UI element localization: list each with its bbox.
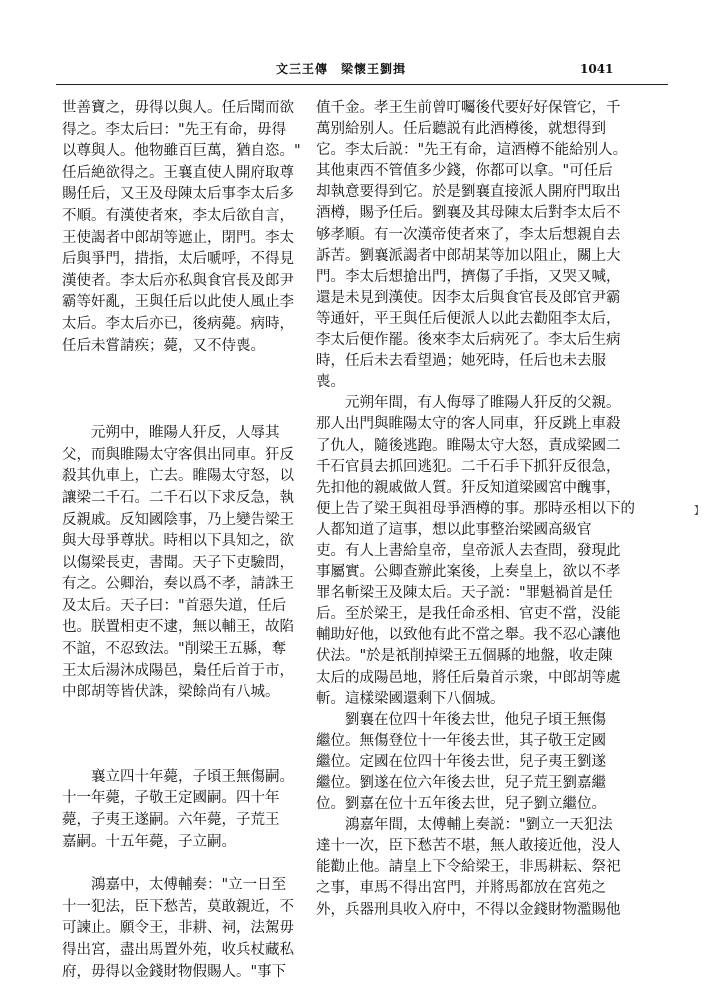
text-line: 太后。李太后亦已，後病薨。病時， [62, 315, 294, 332]
text-line: 先扣他的親戚做人質。犴反知道梁國宮中醜事， [316, 479, 621, 496]
text-line: 后。至於梁王，是我任命丞相、官吏不當，没能 [316, 606, 621, 623]
text-line: 那人出門與睢陽太守的客人同車，犴反跳上車殺 [316, 416, 621, 433]
left-block-2 [62, 423, 330, 704]
text-line: 得之。李太后曰："先王有命，毋得 [62, 121, 287, 138]
text-line: 之事，車馬不得出宮門，并將馬都放在宮苑之 [316, 880, 606, 897]
text-line: 元朔中，睢陽人犴反，人辱其 [62, 425, 280, 442]
text-line: 嘉嗣。十五年薨，子立嗣。 [62, 833, 236, 850]
text-line: 以傷梁長吏，書聞。天子下吏驗問， [62, 554, 294, 571]
text-line: 也。朕置相吏不逮，無以輔王，故陷 [62, 619, 294, 636]
text-line: 便上告了梁王與祖母爭酒樽的事。那時丞相以下的 [316, 500, 635, 517]
text-line: 輔助好他，以致他有此不當之舉。我不忍心讓他 [316, 627, 621, 644]
left-block-4 [62, 875, 330, 983]
text-line: 十一年薨，子敬王定國嗣。四十年 [62, 790, 280, 807]
text-line: 漢使者。李太后亦私與食官長及郎尹 [62, 272, 294, 289]
left-column-classical-text [62, 98, 330, 983]
text-line: 后與爭門，措指，太后嗁呼，不得見 [62, 251, 294, 268]
text-line: 還是未見到漢使。因李太后與食官長及郎官尹霸 [316, 289, 621, 306]
header-rule [56, 84, 668, 85]
text-line: 王使謁者中郎胡等遮止，閉門。李太 [62, 229, 294, 246]
text-line: 李太后便作罷。後來李太后病死了。李太后生病 [316, 332, 621, 349]
text-line: 霸等奸亂，王與任后以此使人風止李 [62, 294, 294, 311]
text-line: 父，而與睢陽太守客俱出同車。犴反 [62, 446, 294, 463]
margin-mark: 】 [694, 506, 704, 517]
text-line: 劉襄在位四十年後去世，他兒子頃王無傷 [316, 711, 606, 728]
text-line: 反親戚。反知國陰事，乃上變告梁王 [62, 511, 294, 528]
page-number: 1041 [580, 62, 614, 76]
text-line: 了仇人，隨後逃跑。睢陽太守大怒，責成梁國二 [316, 437, 621, 454]
text-line: 它。李太后説："先王有命，這酒樽不能給别人。 [316, 142, 628, 159]
text-line: 喪。 [316, 374, 345, 391]
text-line: 薨，子夷王遂嗣。六年薨，子荒王 [62, 812, 280, 829]
text-line: 及太后。天子曰："首惡失道，任后 [62, 597, 287, 614]
text-line: 事屬實。公卿查辦此案後，上奏皇上，欲以不孝 [316, 564, 621, 581]
text-line: 伏法。"於是祇削掉梁王五個縣的地盤，收走陳 [316, 648, 613, 665]
text-line: 中郎胡等皆伏誅，梁餘尚有八城。 [62, 684, 280, 701]
text-line: 得出宮，盡出馬置外苑，收兵杖藏私 [62, 942, 294, 958]
text-line: 任后未嘗請疾；薨，又不侍喪。 [62, 337, 265, 354]
text-line: 太后的成陽邑地，將任后梟首示衆，中郎胡等處 [316, 669, 621, 686]
text-line: 等通奸，平王與任后便派人以此去勸阻李太后， [316, 310, 621, 327]
text-line: 斬。這樣梁國還剩下八個城。 [316, 690, 505, 707]
right-column-translation [316, 98, 670, 921]
text-line: 訴苦。劉襄派謁者中郎胡某等加以阻止，關上大 [316, 247, 621, 264]
text-line: 有之。公卿治，奏以爲不孝，請誅王 [62, 576, 294, 593]
text-line: 元朔年間，有人侮辱了睢陽人犴反的父親。 [316, 395, 621, 412]
text-line: 繼位。劉遂在位六年後去世，兒子荒王劉嘉繼 [316, 775, 606, 791]
running-header-title: 文三王傳 梁懷王劉揖 [276, 62, 407, 76]
text-line: 千石官員去抓回逃犯。二千石手下抓犴反很急， [316, 458, 621, 475]
text-line: 殺其仇車上，亡去。睢陽太守怒，以 [62, 468, 294, 485]
text-line: 不誼，不忍致法。"削梁王五縣，奪 [62, 641, 287, 658]
text-line: 人都知道了這事，想以此事整治梁國高級官 [316, 521, 592, 538]
text-line: 與大母爭尊狀。時相以下具知之，欲 [62, 533, 294, 550]
text-line: 位。劉嘉在位十五年後去世，兒子劉立繼位。 [316, 796, 606, 813]
text-line: 府，毋得以金錢財物假賜人。"事下 [62, 963, 287, 980]
text-line: 其他東西不管值多少錢，你都可以拿。"可任后 [316, 163, 613, 180]
text-line: 萬别給别人。任后聽説有此酒樽後，就想得到 [316, 121, 606, 138]
text-line: 却執意要得到它。於是劉襄直接派人開府門取出 [316, 184, 621, 201]
text-line: 達十一次，臣下愁苦不堪，無人敢接近他，没人 [316, 838, 621, 855]
text-line: 外，兵器刑具收入府中，不得以金錢財物濫賜他 [316, 901, 621, 918]
text-line: 可諫止。願令王，非耕、祠，法駕毋 [62, 920, 294, 937]
text-line: 鴻嘉年間，太傅輔上奏説："劉立一天犯法 [316, 817, 613, 834]
text-line: 酒樽，賜予任后。劉襄及其母陳太后對李太后不 [316, 205, 621, 222]
text-line: 罪名斬梁王及陳太后。天子説："罪魁禍首是任 [316, 585, 613, 602]
right-block [316, 98, 670, 921]
text-line: 不順。有漢使者來，李太后欲自言， [62, 207, 294, 224]
text-line: 襄立四十年薨，子頃王無傷嗣。 [62, 768, 294, 785]
text-line: 讓梁二千石。二千石以下求反急，執 [62, 489, 294, 506]
text-line: 以尊與人。他物雖百巨萬，猶自恣。" [62, 143, 301, 160]
text-line: 時，任后未去看望過；她死時，任后也未去服 [316, 353, 606, 370]
text-line: 值千金。孝王生前曾叮囑後代要好好保管它，千 [316, 100, 621, 116]
text-line: 世善寶之，毋得以與人。任后聞而欲 [62, 100, 294, 116]
text-line: 任后絶欲得之。王襄直使人開府取尊 [62, 164, 294, 181]
text-line: 够孝順。有一次漢帝使者來了，李太后想親自去 [316, 226, 621, 243]
text-line: 繼位。定國在位四十年後去世，兒子夷王劉遂 [316, 753, 606, 770]
text-line: 吏。有人上書給皇帝，皇帝派人去查問，發現此 [316, 542, 621, 559]
text-line: 十一犯法，臣下愁苦，莫敢親近，不 [62, 898, 294, 915]
left-block-1 [62, 98, 330, 357]
left-block-3 [62, 767, 330, 853]
text-line: 王太后湯沐成陽邑，梟任后首于市， [62, 662, 294, 679]
text-line: 繼位。無傷登位十一年後去世，其子敬王定國 [316, 732, 606, 749]
text-line: 鴻嘉中，太傅輔奏："立一日至 [62, 877, 287, 894]
text-line: 能勸止他。請皇上下令給梁王，非馬耕耘、祭祀 [316, 859, 621, 876]
text-line: 門。李太后想搶出門，擠傷了手指，又哭又喊， [316, 268, 621, 285]
text-line: 賜任后，又王及母陳太后事李太后多 [62, 186, 294, 203]
